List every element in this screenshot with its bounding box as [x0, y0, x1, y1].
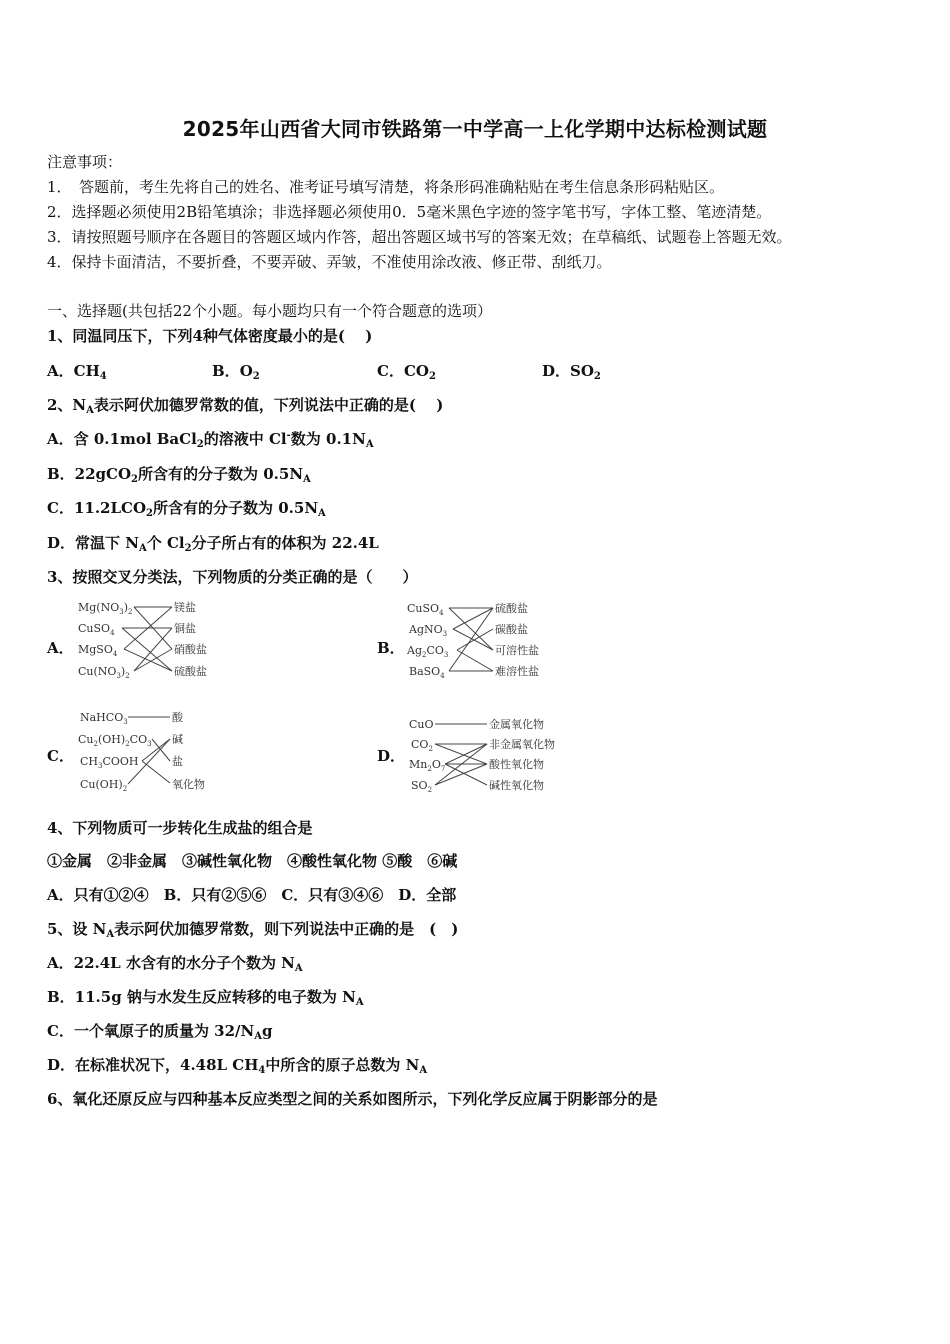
q5-option-d: D．在标准状况下，4.48L $CH_4$中所含的原子总数为 $N_A$: [47, 1056, 428, 1076]
q5-option-a: A．22.4L 水含有的水分子个数为 $N_A$: [47, 954, 303, 974]
question-4-stem: 4、下列物质可一步转化生成盐的组合是: [47, 819, 313, 837]
q3-diagram-b: [405, 598, 555, 686]
q3-label-b: B．: [377, 639, 405, 657]
diagC-left-3: $CH_3COOH$: [80, 755, 139, 770]
q2-option-b: B．22gCO$_2$所含有的分子数为 $0.5N_A$: [47, 465, 311, 485]
diagC-right-3: 盐: [172, 755, 183, 768]
diagD-left-1: CuO: [409, 718, 434, 731]
q2-option-d: D．常温下 $N_A$个 $Cl_2$分子所占有的体积为 22.4L: [47, 534, 379, 554]
diagA-right-3: 硝酸盐: [174, 643, 207, 656]
q4-items: ①金属 ②非金属 ③碱性氧化物 ④酸性氧化物 ⑤酸 ⑥碱: [47, 852, 458, 870]
q1-option-a: A．$CH_4$: [47, 362, 107, 382]
diagA-right-1: 镁盐: [174, 601, 196, 614]
q1-option-c: C．$CO_2$: [377, 362, 436, 382]
notice-item-3: 3．请按照题号顺序在各题目的答题区域内作答，超出答题区域书写的答案无效；在草稿纸、试题卷上答题无效。: [47, 228, 792, 246]
notice-heading: 注意事项：: [47, 153, 123, 171]
notice-item-1: 1． 答题前，考生先将自己的姓名、准考证号填写清楚，将条形码准确粘贴在考生信息条形码粘贴区。: [47, 178, 725, 196]
diagD-right-3: 酸性氧化物: [489, 758, 544, 771]
diagD-left-2: $CO_2$: [411, 738, 433, 753]
diagB-right-3: 可溶性盐: [495, 644, 539, 657]
diagB-right-4: 难溶性盐: [495, 665, 539, 678]
q4-options: A．只有①②④ B．只有②⑤⑥ C．只有③④⑥ D．全部: [47, 886, 457, 904]
q1-option-d: D．$SO_2$: [542, 362, 601, 382]
diagB-right-1: 硫酸盐: [495, 602, 528, 615]
diagA-left-1: $Mg(NO_3)_2$: [78, 601, 133, 616]
diagC-right-2: 碱: [172, 733, 183, 746]
q3-diagram-d: [405, 712, 575, 798]
notice-item-2: 2．选择题必须使用2B铅笔填涂；非选择题必须使用0．5毫米黑色字迹的签字笔书写，字体工整、笔迹清楚。: [47, 203, 772, 221]
q3-label-a: A．: [47, 639, 74, 657]
diagA-right-2: 铜盐: [174, 622, 196, 635]
diagB-left-2: AgNO$_3$: [409, 623, 448, 638]
q2-option-a: A．含 0.1mol BaCl$_2$的溶液中 Cl-数为 $0.1N_A$: [47, 430, 374, 450]
question-6-stem: 6、氧化还原反应与四种基本反应类型之间的关系如图所示，下列化学反应属于阴影部分的是: [47, 1090, 658, 1108]
diagD-right-4: 碱性氧化物: [489, 779, 544, 792]
diagA-right-4: 硫酸盐: [174, 665, 207, 678]
diagA-left-2: CuSO$_4$: [78, 622, 115, 637]
section-heading: 一、选择题(共包括22个小题。每小题均只有一个符合题意的选项）: [47, 302, 492, 320]
q3-label-d: D．: [377, 747, 406, 765]
notice-item-4: 4．保持卡面清洁，不要折叠，不要弄破、弄皱，不准使用涂改液、修正带、刮纸刀。: [47, 253, 612, 271]
diagB-left-3: $Ag_2CO_3$: [407, 644, 449, 659]
diagD-left-3: $Mn_2O_7$: [409, 758, 446, 773]
diagA-left-4: $Cu(NO_3)_2$: [78, 665, 130, 680]
diagC-left-1: NaHCO$_3$: [80, 711, 128, 726]
question-2-stem: 2、$N_A$表示阿伏加德罗常数的值，下列说法中正确的是( ): [47, 396, 444, 416]
diagD-right-1: 金属氧化物: [489, 718, 544, 731]
question-3-stem: 3、按照交叉分类法，下列物质的分类正确的是（ ）: [47, 568, 418, 586]
q5-option-b: B．11.5g 钠与水发生反应转移的电子数为 $N_A$: [47, 988, 364, 1008]
diagB-left-1: CuSO$_4$: [407, 602, 444, 617]
question-5-stem: 5、设 $N_A$表示阿伏加德罗常数，则下列说法中正确的是 ( ): [47, 920, 459, 940]
question-1-stem: 1、同温同压下，下列4种气体密度最小的是( ): [47, 327, 373, 345]
diagB-right-2: 碳酸盐: [495, 623, 528, 636]
page-title: 2025年山西省大同市铁路第一中学高一上化学期中达标检测试题: [182, 117, 768, 141]
q2-option-c: C．$11.2LCO_2$所含有的分子数为 $0.5N_A$: [47, 499, 326, 519]
q3-label-c: C．: [47, 747, 74, 765]
q5-option-c: C．一个氧原子的质量为 $32/N_Ag$: [47, 1022, 273, 1042]
diagC-right-4: 氧化物: [172, 778, 205, 791]
diagC-left-2: $Cu_2(OH)_2CO_3$: [78, 733, 152, 748]
diagC-left-4: $Cu(OH)_2$: [80, 778, 128, 793]
q3-diagram-a: [76, 596, 226, 684]
diagB-left-4: BaSO$_4$: [409, 665, 445, 680]
q3-diagram-c: [76, 706, 226, 796]
diagA-left-3: MgSO$_4$: [78, 643, 118, 658]
diagD-right-2: 非金属氧化物: [489, 738, 555, 751]
q1-option-b: B．$O_2$: [212, 362, 260, 382]
diagC-right-1: 酸: [172, 711, 183, 724]
diagD-left-4: $SO_2$: [411, 779, 433, 794]
